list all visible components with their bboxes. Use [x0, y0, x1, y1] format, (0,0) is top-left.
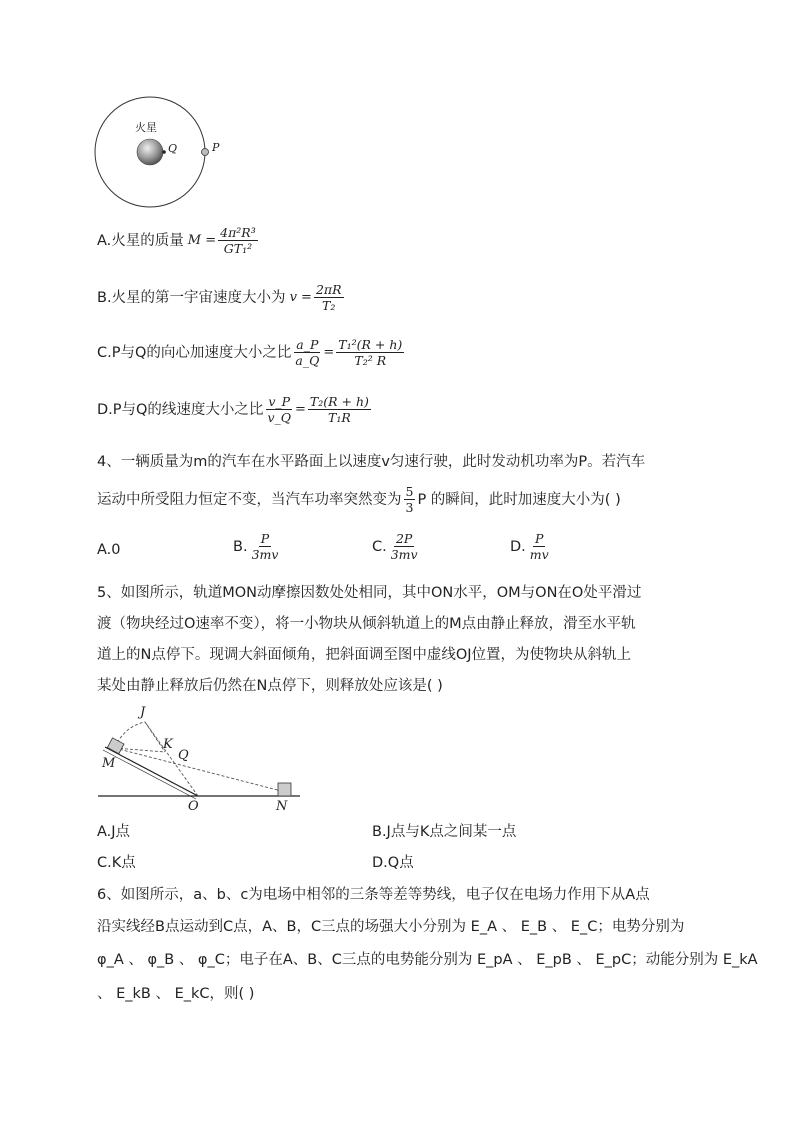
q5-option-d: D.Q点: [372, 855, 414, 871]
q6-line-4: 、 E_kB 、 E_kC，则( ): [97, 986, 255, 1002]
label-o: O: [188, 799, 199, 814]
label-k: K: [163, 737, 173, 752]
planet-label: 火星: [135, 121, 157, 134]
q5-option-c: C.K点: [97, 855, 136, 871]
q5-option-a: A.J点: [97, 824, 131, 840]
q3-option-d-den: T₁R: [328, 410, 351, 425]
q3-option-c-lhs-num: a_P: [296, 337, 319, 352]
q6-line-1: 6、如图所示，a、b、c为电场中相邻的三条等差等势线，电子仅在电场力作用下从A点: [97, 887, 650, 903]
q3-option-c-lhs-den: a_Q: [295, 353, 320, 368]
p-label: P: [212, 141, 220, 154]
q3-option-a-frac: [218, 225, 258, 256]
q4-option-b-num: P: [260, 531, 270, 546]
q3-option-c: [97, 337, 406, 368]
q4-option-b-frac: [250, 531, 281, 562]
q4-line-1: 4、一辆质量为m的汽车在水平路面上以速度v匀速行驶，此时发动机功率为P。若汽车: [97, 454, 646, 470]
q3-option-c-frac: [336, 337, 404, 368]
q3-option-b-num: 2πR: [315, 282, 342, 297]
q4-option-c-frac: [389, 531, 420, 562]
q3-option-b-frac: [314, 282, 344, 313]
q3-option-d-lhs-den: v_Q: [267, 410, 291, 425]
q3-option-c-lhs-frac: [293, 337, 321, 368]
q4-option-b-label: B.: [233, 538, 248, 555]
q3-option-c-text: C.P与Q的向心加速度大小之比: [97, 344, 292, 361]
q3-option-a-text: A.火星的质量: [97, 232, 184, 249]
q5-line-2: 渡（物块经过O速率不变），将一小物块从倾斜轨道上的M点由静止释放，滑至水平轨: [97, 616, 636, 632]
q4-option-c-num: 2P: [395, 531, 413, 546]
q4-option-d-num: P: [535, 531, 544, 546]
q4-option-a: A.0: [97, 542, 121, 558]
q4-power-frac: [404, 484, 416, 515]
point-q-dot: [162, 150, 166, 154]
q3-option-b-text: B.火星的第一宇宙速度大小为: [97, 289, 286, 306]
mars-planet: [137, 139, 163, 165]
q5-line-4: 某处由静止释放后仍然在N点停下，则释放处应该是( ): [97, 678, 443, 694]
q5-line-3: 道上的N点停下。现调大斜面倾角，把斜面调至图中虚线OJ位置，为使物块从斜轨上: [97, 647, 632, 663]
mars-orbit-figure: [92, 95, 222, 210]
q4-power-den: 3: [405, 500, 414, 515]
q5-option-b: B.J点与K点之间某一点: [372, 824, 517, 840]
q4-power-num: 5: [405, 484, 414, 499]
q4-option-d-frac: [528, 531, 551, 562]
label-n: N: [276, 799, 288, 814]
block-at-n: [278, 783, 291, 796]
q3-option-d: [97, 394, 373, 425]
q3-option-d-num: T₂(R + h): [309, 394, 369, 409]
q4-option-d: [510, 531, 553, 562]
q4-option-b-den: 3mv: [251, 547, 279, 562]
q6-line-3: φ_A 、 φ_B 、 φ_C；电子在A、B、C三点的电势能分别为 E_pA 、 E_pB 、 E_pC；动能分别为 E_kA: [97, 952, 758, 968]
label-j: J: [140, 705, 146, 720]
dashed-oj: [145, 722, 198, 796]
label-q: Q: [178, 748, 189, 763]
q4-option-c-label: C.: [372, 538, 387, 555]
q3-option-b-lhs: v =: [289, 289, 312, 305]
block-at-m: [107, 738, 124, 754]
q6-line-2: 沿实线经B点运动到C点，A、B，C三点的场强大小分别为 E_A 、 E_B 、 E_C；电势分别为: [97, 919, 685, 935]
q5-line-1: 5、如图所示，轨道MON动摩擦因数处处相同，其中ON水平，OM与ON在O处平滑过: [97, 585, 642, 601]
q3-option-d-text: D.P与Q的线速度大小之比: [97, 401, 264, 418]
q4-line-2-pre: 运动中所受阻力恒定不变，当汽车功率突然变为: [97, 491, 402, 508]
q3-option-b: [97, 282, 346, 313]
q4-line-2-post: P 的瞬间，此时加速度大小为( ): [417, 491, 621, 508]
q3-option-b-den: T₂: [322, 298, 336, 313]
q4-option-d-label: D.: [510, 538, 526, 555]
q3-option-c-num: T₁²(R + h): [338, 337, 403, 352]
label-m: M: [102, 756, 116, 771]
q3-option-d-equals: =: [295, 401, 306, 417]
q4-option-c-den: 3mv: [390, 547, 418, 562]
q3-option-c-equals: =: [323, 344, 335, 360]
q4-option-d-den: mv: [529, 547, 549, 562]
q3-option-d-frac: [308, 394, 371, 425]
q3-option-c-den: T₂² R: [354, 353, 387, 368]
q3-option-a-num: 4π²R³: [220, 225, 256, 240]
q3-option-a: [97, 225, 260, 256]
satellite-p: [202, 149, 209, 156]
q4-line-2: [97, 484, 621, 515]
q3-option-d-lhs-frac: [265, 394, 293, 425]
dashed-jk: [145, 722, 165, 752]
q3-option-a-lhs: M =: [187, 232, 217, 248]
q3-option-a-den: GT₁²: [223, 241, 253, 256]
q4-option-c: [372, 531, 422, 562]
q4-option-b: [233, 531, 282, 562]
q-label: Q: [168, 142, 178, 155]
q3-option-d-lhs-num: v_P: [268, 394, 291, 409]
